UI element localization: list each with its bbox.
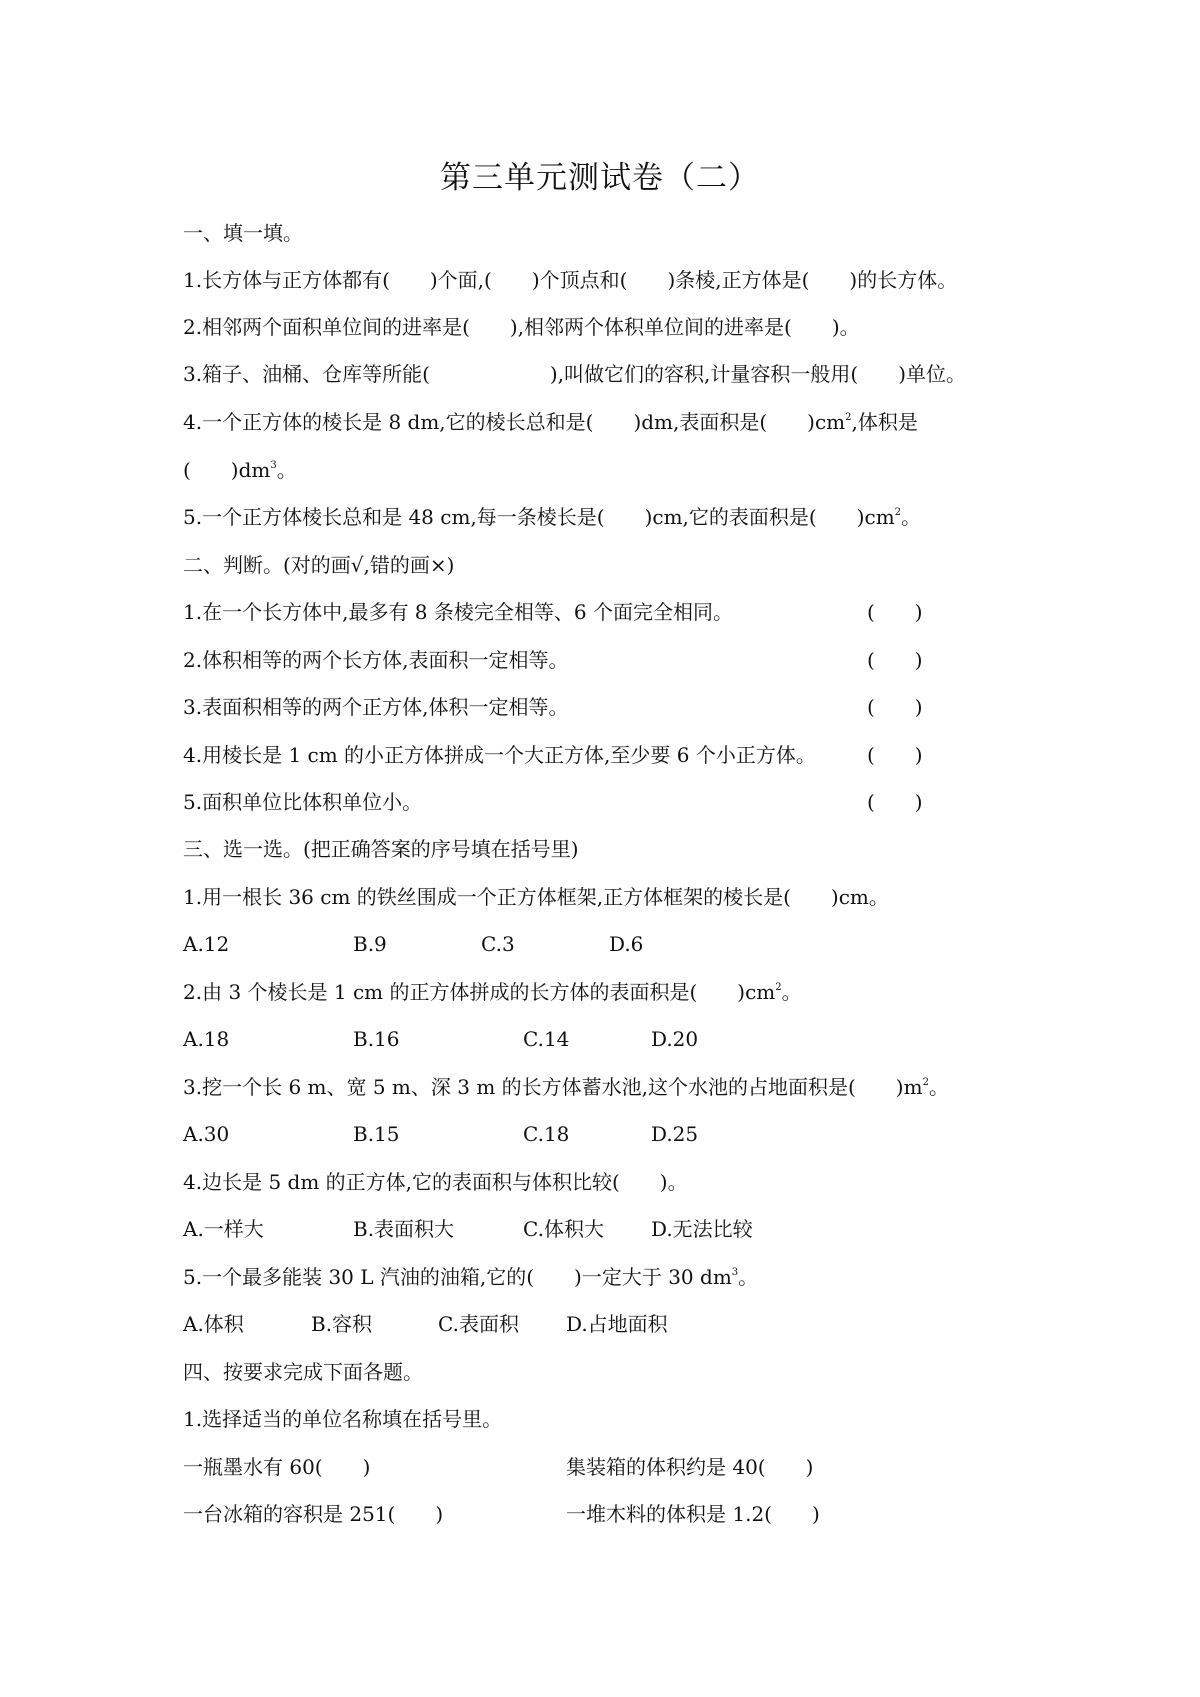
s3-question-5 — [183, 1263, 758, 1291]
superscript-2: 2 — [894, 507, 902, 518]
s2-item-5: 5.面积单位比体积单位小。 — [183, 790, 423, 814]
superscript-3: 3 — [731, 1267, 739, 1278]
superscript-3: 3 — [270, 460, 277, 471]
option-c: C.体积大 — [523, 1217, 604, 1241]
s3-q2-text-a: 2.由 3 个棱长是 1 cm 的正方体拼成的长方体的表面积是( )cm — [183, 980, 776, 1004]
answer-bracket: ( ) — [867, 600, 923, 624]
s2-item-2: 2.体积相等的两个长方体,表面积一定相等。 — [183, 648, 569, 672]
superscript-2: 2 — [845, 412, 852, 423]
s2-item-3: 3.表面积相等的两个正方体,体积一定相等。 — [183, 695, 569, 719]
unit-item-container: 集装箱的体积约是 40( ) — [566, 1455, 814, 1479]
s3-q3-text-b: 。 — [928, 1075, 949, 1099]
answer-bracket: ( ) — [867, 743, 923, 767]
s3-q2-text-b: 。 — [781, 980, 802, 1004]
option-a: A.30 — [183, 1122, 230, 1146]
s3-q5-text-a: 5.一个最多能装 30 L 汽油的油箱,它的( )一定大于 30 dm — [183, 1265, 732, 1289]
unit-item-fridge: 一台冰箱的容积是 251( ) — [183, 1502, 444, 1526]
s1-question-1: 1.长方体与正方体都有( )个面,( )个顶点和( )条棱,正方体是( )的长方体。 — [183, 268, 958, 292]
answer-bracket: ( ) — [867, 695, 923, 719]
option-b: B.15 — [353, 1122, 400, 1146]
s3-q5-text-b: 。 — [738, 1265, 759, 1289]
option-d: D.20 — [651, 1027, 699, 1051]
option-b: B.表面积大 — [353, 1217, 455, 1241]
s4-question-1: 1.选择适当的单位名称填在括号里。 — [183, 1407, 503, 1431]
option-c: C.18 — [523, 1122, 570, 1146]
option-d: D.占地面积 — [566, 1312, 668, 1336]
s1-q4-text-c: ( )dm — [183, 458, 271, 482]
section-3-heading: 三、选一选。(把正确答案的序号填在括号里) — [183, 837, 579, 861]
option-b: B.容积 — [311, 1312, 373, 1336]
s1-question-4 — [183, 408, 918, 436]
option-a: A.12 — [183, 932, 230, 956]
option-a: A.18 — [183, 1027, 230, 1051]
option-c: C.3 — [481, 932, 515, 956]
option-b: B.16 — [353, 1027, 400, 1051]
s1-q4-text-b: ,体积是 — [851, 410, 918, 434]
option-d: D.25 — [651, 1122, 699, 1146]
s1-question-5 — [183, 503, 921, 531]
s1-q4-text-d: 。 — [276, 458, 297, 482]
page-title: 第三单元测试卷（二） — [440, 160, 760, 196]
option-d: D.无法比较 — [651, 1217, 753, 1241]
answer-bracket: ( ) — [867, 648, 923, 672]
s3-question-2 — [183, 978, 802, 1006]
option-d: D.6 — [609, 932, 644, 956]
s1-q5-text-b: 。 — [901, 505, 922, 529]
s2-item-1: 1.在一个长方体中,最多有 8 条棱完全相等、6 个面完全相同。 — [183, 600, 733, 624]
option-c: C.14 — [523, 1027, 570, 1051]
s3-question-4: 4.边长是 5 dm 的正方体,它的表面积与体积比较( )。 — [183, 1170, 688, 1194]
s1-question-2: 2.相邻两个面积单位间的进率是( ),相邻两个体积单位间的进率是( )。 — [183, 315, 860, 339]
option-a: A.体积 — [183, 1312, 244, 1336]
s2-item-4: 4.用棱长是 1 cm 的小正方体拼成一个大正方体,至少要 6 个小正方体。 — [183, 743, 816, 767]
s1-question-4-continued — [183, 456, 297, 484]
s3-question-3 — [183, 1073, 949, 1101]
s1-q5-text-a: 5.一个正方体棱长总和是 48 cm,每一条棱长是( )cm,它的表面积是( )cm — [183, 505, 895, 529]
option-b: B.9 — [353, 932, 387, 956]
section-1-heading: 一、填一填。 — [183, 221, 303, 245]
superscript-2: 2 — [922, 1077, 929, 1088]
section-2-heading: 二、判断。(对的画√,错的画×) — [183, 553, 455, 577]
unit-item-timber: 一堆木料的体积是 1.2( ) — [566, 1502, 820, 1526]
superscript-2: 2 — [775, 982, 782, 993]
s1-q4-text-a: 4.一个正方体的棱长是 8 dm,它的棱长总和是( )dm,表面积是( )cm — [183, 410, 846, 434]
answer-bracket: ( ) — [867, 790, 923, 814]
unit-item-ink: 一瓶墨水有 60( ) — [183, 1455, 371, 1479]
section-4-heading: 四、按要求完成下面各题。 — [183, 1360, 423, 1384]
s1-question-3: 3.箱子、油桶、仓库等所能( ),叫做它们的容积,计量容积一般用( )单位。 — [183, 362, 967, 386]
option-a: A.一样大 — [183, 1217, 264, 1241]
s3-q3-text-a: 3.挖一个长 6 m、宽 5 m、深 3 m 的长方体蓄水池,这个水池的占地面积是( )m — [183, 1075, 923, 1099]
s3-question-1: 1.用一根长 36 cm 的铁丝围成一个正方体框架,正方体框架的棱长是( )cm。 — [183, 885, 889, 909]
option-c: C.表面积 — [438, 1312, 519, 1336]
